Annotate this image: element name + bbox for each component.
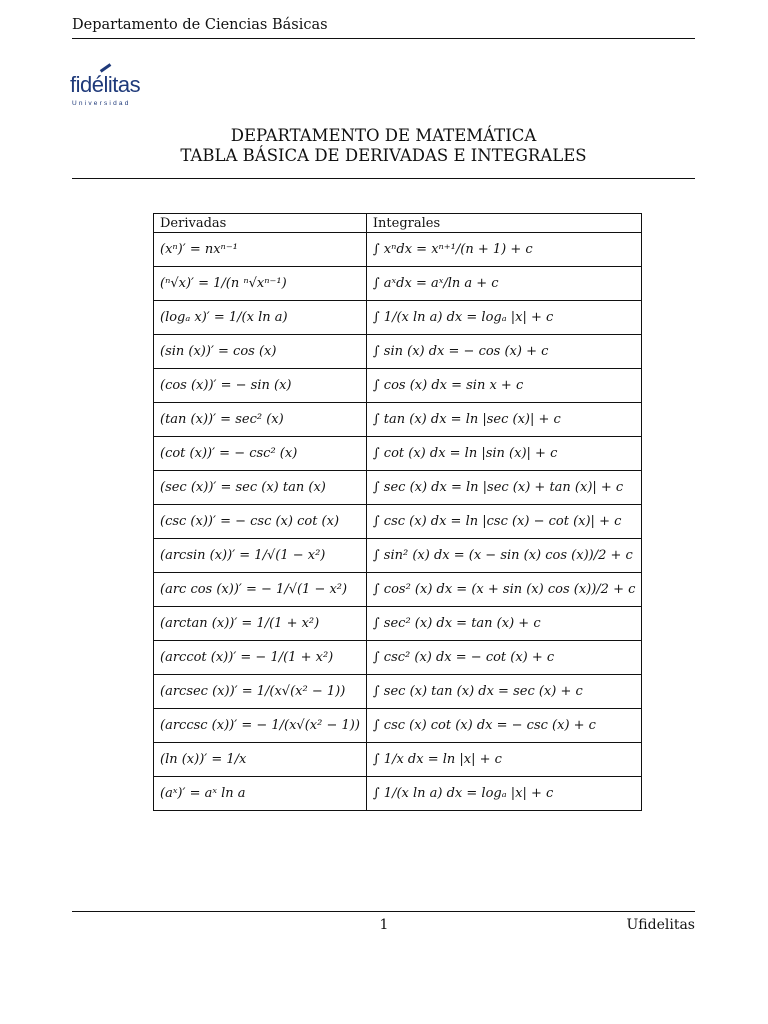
- table-row: [154, 777, 642, 811]
- integral-formula: ∫ xⁿdx = xⁿ⁺¹/(n + 1) + c: [366, 233, 642, 267]
- logo-subtitle: Universidad: [72, 100, 131, 107]
- table-row: [154, 641, 642, 675]
- derivative-formula: (ln (x))′ = 1/x: [154, 743, 367, 777]
- derivative-formula: (sec (x))′ = sec (x) tan (x): [154, 471, 367, 505]
- table-row: [154, 437, 642, 471]
- table-row: [154, 471, 642, 505]
- footer-brand: Ufidelitas: [626, 917, 695, 933]
- integral-formula: ∫ sin (x) dx = − cos (x) + c: [366, 335, 642, 369]
- integral-formula: ∫ tan (x) dx = ln |sec (x)| + c: [366, 403, 642, 437]
- derivative-formula: (arccsc (x))′ = − 1/(x√(x² − 1)): [154, 709, 367, 743]
- integral-formula: ∫ 1/(x ln a) dx = logₐ |x| + c: [366, 777, 642, 811]
- table-row: [154, 573, 642, 607]
- integral-formula: ∫ sin² (x) dx = (x − sin (x) cos (x))/2 + c: [366, 539, 642, 573]
- derivative-formula: (sin (x))′ = cos (x): [154, 335, 367, 369]
- document-title: [72, 126, 695, 166]
- derivative-formula: (xⁿ)′ = nxⁿ⁻¹: [154, 233, 367, 267]
- integral-formula: ∫ sec² (x) dx = tan (x) + c: [366, 607, 642, 641]
- integral-formula: ∫ cos² (x) dx = (x + sin (x) cos (x))/2 + c: [366, 573, 642, 607]
- derivative-formula: (csc (x))′ = − csc (x) cot (x): [154, 505, 367, 539]
- integral-formula: ∫ 1/x dx = ln |x| + c: [366, 743, 642, 777]
- table-row: [154, 709, 642, 743]
- table-row: [154, 607, 642, 641]
- title-divider: [72, 178, 695, 179]
- table-row: [154, 403, 642, 437]
- running-header: [72, 16, 695, 39]
- table-row: [154, 301, 642, 335]
- integral-formula: ∫ csc (x) dx = ln |csc (x) − cot (x)| + c: [366, 505, 642, 539]
- table-row: [154, 233, 642, 267]
- logo-wordmark: fidélitas: [70, 72, 141, 97]
- table-row: [154, 267, 642, 301]
- table-row: [154, 675, 642, 709]
- column-header-integrales: Integrales: [366, 214, 642, 233]
- derivative-formula: (logₐ x)′ = 1/(x ln a): [154, 301, 367, 335]
- table-row: [154, 539, 642, 573]
- derivative-formula: (arctan (x))′ = 1/(1 + x²): [154, 607, 367, 641]
- table-row: [154, 335, 642, 369]
- table-row: [154, 505, 642, 539]
- derivative-formula: (arcsin (x))′ = 1/√(1 − x²): [154, 539, 367, 573]
- derivative-formula: (ⁿ√x)′ = 1/(n ⁿ√xⁿ⁻¹): [154, 267, 367, 301]
- integral-formula: ∫ csc (x) cot (x) dx = − csc (x) + c: [366, 709, 642, 743]
- derivative-formula: (arccot (x))′ = − 1/(1 + x²): [154, 641, 367, 675]
- title-line-1: DEPARTAMENTO DE MATEMÁTICA: [230, 126, 537, 145]
- header-text: Departamento de Ciencias Básicas: [72, 17, 328, 33]
- integral-formula: ∫ csc² (x) dx = − cot (x) + c: [366, 641, 642, 675]
- table-row: [154, 743, 642, 777]
- footer-divider: [72, 911, 695, 912]
- derivative-formula: (arc cos (x))′ = − 1/√(1 − x²): [154, 573, 367, 607]
- derivative-formula: (aˣ)′ = aˣ ln a: [154, 777, 367, 811]
- integral-formula: ∫ aˣdx = aˣ/ln a + c: [366, 267, 642, 301]
- derivative-formula: (arcsec (x))′ = 1/(x√(x² − 1)): [154, 675, 367, 709]
- integral-formula: ∫ cot (x) dx = ln |sin (x)| + c: [366, 437, 642, 471]
- column-header-derivadas: Derivadas: [154, 214, 367, 233]
- integral-formula: ∫ sec (x) tan (x) dx = sec (x) + c: [366, 675, 642, 709]
- derivative-formula: (cot (x))′ = − csc² (x): [154, 437, 367, 471]
- integral-formula: ∫ 1/(x ln a) dx = logₐ |x| + c: [366, 301, 642, 335]
- derivative-formula: (tan (x))′ = sec² (x): [154, 403, 367, 437]
- university-logo: [70, 64, 160, 114]
- derivative-formula: (cos (x))′ = − sin (x): [154, 369, 367, 403]
- integral-formula: ∫ cos (x) dx = sin x + c: [366, 369, 642, 403]
- page-number: 1: [379, 917, 389, 933]
- table-row: [154, 369, 642, 403]
- derivatives-integrals-table: [153, 213, 642, 811]
- integral-formula: ∫ sec (x) dx = ln |sec (x) + tan (x)| + c: [366, 471, 642, 505]
- title-line-2: TABLA BÁSICA DE DERIVADAS E INTEGRALES: [180, 146, 587, 165]
